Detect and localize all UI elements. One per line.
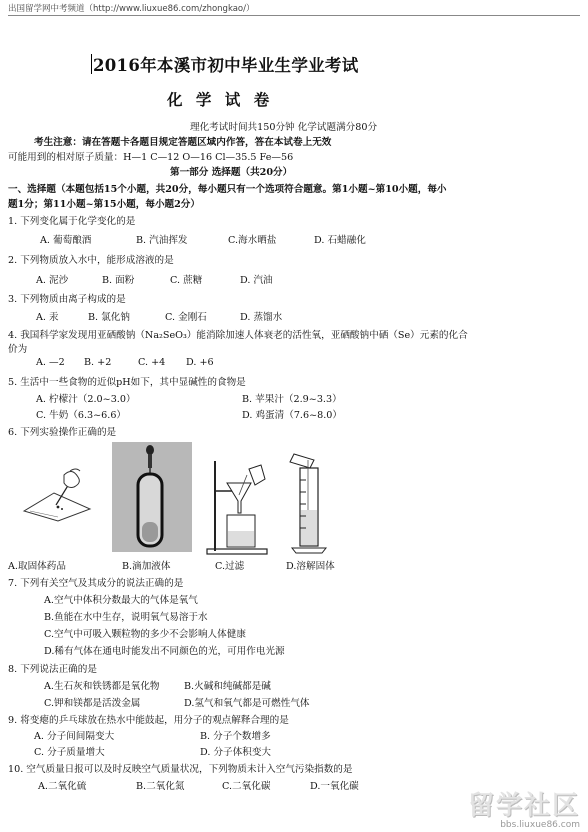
q7-option-a: A.空气中体积分数最大的气体是氧气 [44,595,198,606]
fig-drop-liquid [112,442,192,552]
q10-option-b: B.二氧化氮 [136,781,185,792]
q3-stem: 3. 下列物质由离子构成的是 [8,294,126,305]
q5-option-a: A. 柠檬汁（2.0~3.0） [36,394,136,405]
q9-option-d: D. 分子体积变大 [200,747,272,758]
q1-option-d: D. 石蜡融化 [314,235,366,246]
q2-option-d: D. 汽油 [240,275,273,286]
q2-stem: 2. 下列物质放入水中，能形成溶液的是 [8,255,174,266]
atomic-masses: 可能用到的相对原子质量：H—1 C—12 O—16 Cl—35.5 Fe—56 [8,152,294,163]
q7-option-b: B.鱼能在水中生存，说明氧气易溶于水 [44,612,208,623]
time-info: 理化考试时间共150分钟 化学试题满分80分 [190,122,378,133]
watermark-logo: 留学社区 [467,791,580,821]
q6-option-a: A.取固体药品 [8,561,66,572]
q5-option-c: C. 牛奶（6.3~6.6） [36,410,127,421]
q9-option-a: A. 分子间间隔变大 [34,731,115,742]
q4-option-b: B. +2 [84,357,112,368]
q4-option-a: A. —2 [36,357,65,368]
exam-title: 2016年本溪市初中毕业生学业考试 [93,56,359,75]
q6-option-c: C.过滤 [215,561,245,572]
q8-option-c: C.钾和镁都是活泼金属 [44,698,141,709]
fig-take-solid [20,465,94,523]
part-one-heading: 第一部分 选择题（共20分） [170,167,293,178]
q5-option-d: D. 鸡蛋清（7.6~8.0） [242,410,342,421]
q3-option-b: B. 氯化钠 [88,312,130,323]
fig-filtration [205,455,275,557]
q10-option-a: A.二氧化硫 [38,781,87,792]
q1-option-c: C.海水晒盐 [228,235,277,246]
q6-option-b: B.滴加液体 [122,561,171,572]
watermark [468,785,580,830]
q6-stem: 6. 下列实验操作正确的是 [8,427,117,438]
q2-option-a: A. 泥沙 [36,275,69,286]
section-one-line1: 一、选择题（本题包括15个小题，共20分，每小题只有一个选项符合题意。第1小题~第10小题，每小 [8,184,447,195]
q8-stem: 8. 下列说法正确的是 [8,664,97,675]
q3-option-d: D. 蒸馏水 [240,312,283,323]
q10-option-d: D.一氧化碳 [310,781,359,792]
section-one-line2: 题1分；第11小题~第15小题，每小题2分） [8,199,200,210]
q1-stem: 1. 下列变化属于化学变化的是 [8,216,136,227]
q5-option-b: B. 苹果汁（2.9~3.3） [242,394,342,405]
header-divider [8,15,580,16]
q7-stem: 7. 下列有关空气及其成分的说法正确的是 [8,578,184,589]
q7-option-d: D.稀有气体在通电时能发出不同颜色的光，可用作电光源 [44,646,285,657]
q7-option-c: C.空气中可吸入颗粒物的多少不会影响人体健康 [44,629,246,640]
q2-option-b: B. 面粉 [102,275,135,286]
q4-option-c: C. +4 [138,357,166,368]
q3-option-c: C. 金刚石 [165,312,207,323]
q6-option-d: D.溶解固体 [286,561,335,572]
q8-option-a: A.生石灰和铁锈都是氧化物 [44,681,160,692]
fig-dissolve-solid [286,450,336,555]
q9-option-b: B. 分子个数增多 [200,731,271,742]
q1-option-b: B. 汽油挥发 [136,235,188,246]
q9-stem: 9. 将变瘪的乒乓球放在热水中能鼓起，用分子的观点解释合理的是 [8,715,289,726]
q9-option-c: C. 分子质量增大 [34,747,105,758]
q1-option-a: A. 葡萄酿酒 [40,235,92,246]
q5-stem: 5. 生活中一些食物的近似pH如下，其中显碱性的食物是 [8,377,246,388]
q10-option-c: C.二氧化碳 [222,781,271,792]
exam-subtitle: 化 学 试 卷 [167,90,274,109]
q4-stem-line1: 4. 我国科学家发现用亚硒酸钠（Na₂SeO₃）能消除加速人体衰老的活性氧，亚硒酸钠中硒（Se）元素的化合 [8,330,468,341]
watermark-url: bbs.liuxue86.com [500,820,580,830]
q2-option-c: C. 蔗糖 [170,275,203,286]
q3-option-a: A. 汞 [36,312,59,323]
q10-stem: 10. 空气质量日报可以及时反映空气质量状况，下列物质未计入空气污染指数的是 [8,764,353,775]
exam-notice: 考生注意：请在答题卡各题目规定答题区域内作答，答在本试卷上无效 [34,137,332,148]
q8-option-b: B.火碱和纯碱都是碱 [184,681,271,692]
q4-stem-line2: 价为 [8,344,28,355]
text-cursor [91,54,92,74]
q8-option-d: D.氢气和氧气都是可燃性气体 [184,698,310,709]
source-header: 出国留学网中考频道（http://www.liuxue86.com/zhongkao/） [8,4,255,14]
q4-option-d: D. +6 [186,357,214,368]
